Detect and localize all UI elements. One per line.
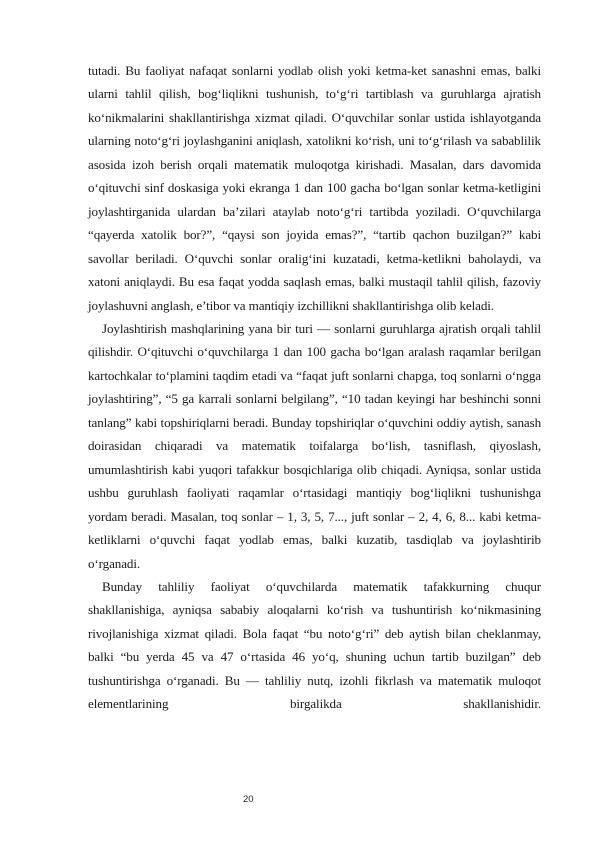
paragraph-2: Joylashtirish mashqlarining yana bir turi — sonlarni guruhlarga ajratish orqali tahlil qilishdir. O‘qituvchi o‘quvchilarga 1 dan 100 gacha bo‘lgan aralash raqamlar berilgan kartochkalar to‘plamini taqdim etadi va “faqat juft sonlarni chapga, toq sonlarni o‘ngga joylashtiring”, “5 ga karrali sonlarni belgilang”, “10 tadan keyingi har beshinchi sonni tanlang” kabi topshiriqlarni beradi. Bunday topshiriqlar o‘quvchini oddiy aytish, sanash doirasidan chiqaradi va matematik toifalarga bo‘lish, tasniflash, qiyoslash, umumlashtirish kabi yuqori tafakkur bosqichlariga olib chiqadi. Ayniqsa, sonlar ustida ushbu guruhlash faoliyati raqamlar o‘rtasidagi mantiqiy bog‘liqlikni tushunishga yordam beradi. Masalan, toq sonlar – 1, 3, 5, 7..., juft sonlar – 2, 4, 6, 8... kabi ketma-ketliklarni o‘quvchi faqat yodlab emas, balki kuzatib, tasdiqlab va joylashtirib o‘rganadi. <box>88 320 541 571</box>
page-number: 20 <box>243 794 254 805</box>
paragraph-3: Bunday tahliliy faoliyat o‘quvchilarda matematik tafakkurning chuqur shakllanishiga, ayniqsa sababiy aloqalarni ko‘rish va tushuntirish ko‘nikmasining rivojlanishiga xizmat qiladi. Bola faqat “bu noto‘g‘ri” deb aytish bilan cheklanmay, balki “bu yerda 45 va 47 o‘rtasida 46 yo‘q, shuning uchun tartib buzilgan” deb tushuntirishga o‘rganadi. Bu — tahliliy nutq, izohli fikrlash va matematik muloqot elementlarining birgalikda shakllanishidir. <box>88 578 541 712</box>
paragraph-1: tutadi. Bu faoliyat nafaqat sonlarni yodlab olish yoki ketma-ket sanashni emas, balki ularni tahlil qilish, bog‘liqlikni tushunish, to‘g‘ri tartiblash va guruhlarga ajratish ko‘nikmalarini shakllantirishga xizmat qiladi. O‘quvchilar sonlar ustida ishlayotganda ularning noto‘g‘ri joylashganini aniqlash, xatolikni ko‘rish, uni to‘g‘rilash va sabablilik asosida izoh berish orqali matematik muloqotga kirishadi. Masalan, dars davomida o‘qituvchi sinf doskasiga yoki ekranga 1 dan 100 gacha bo‘lgan sonlar ketma-ketligini joylashtirganida ulardan ba’zilari ataylab noto‘g‘ri tartibda yoziladi. O‘quvchilarga “qayerda xatolik bor?”, “qaysi son joyida emas?”, “tartib qachon buzilgan?” kabi savollar beriladi. O‘quvchi sonlar oralig‘ini kuzatadi, ketma-ketlikni baholaydi, va xatoni aniqlaydi. Bu esa faqat yodda saqlash emas, balki mustaqil tahlil qilish, fazoviy joylashuvni anglash, e’tibor va mantiqiy izchillikni shakllantirishga olib keladi. <box>88 63 541 313</box>
document-page <box>88 59 541 716</box>
